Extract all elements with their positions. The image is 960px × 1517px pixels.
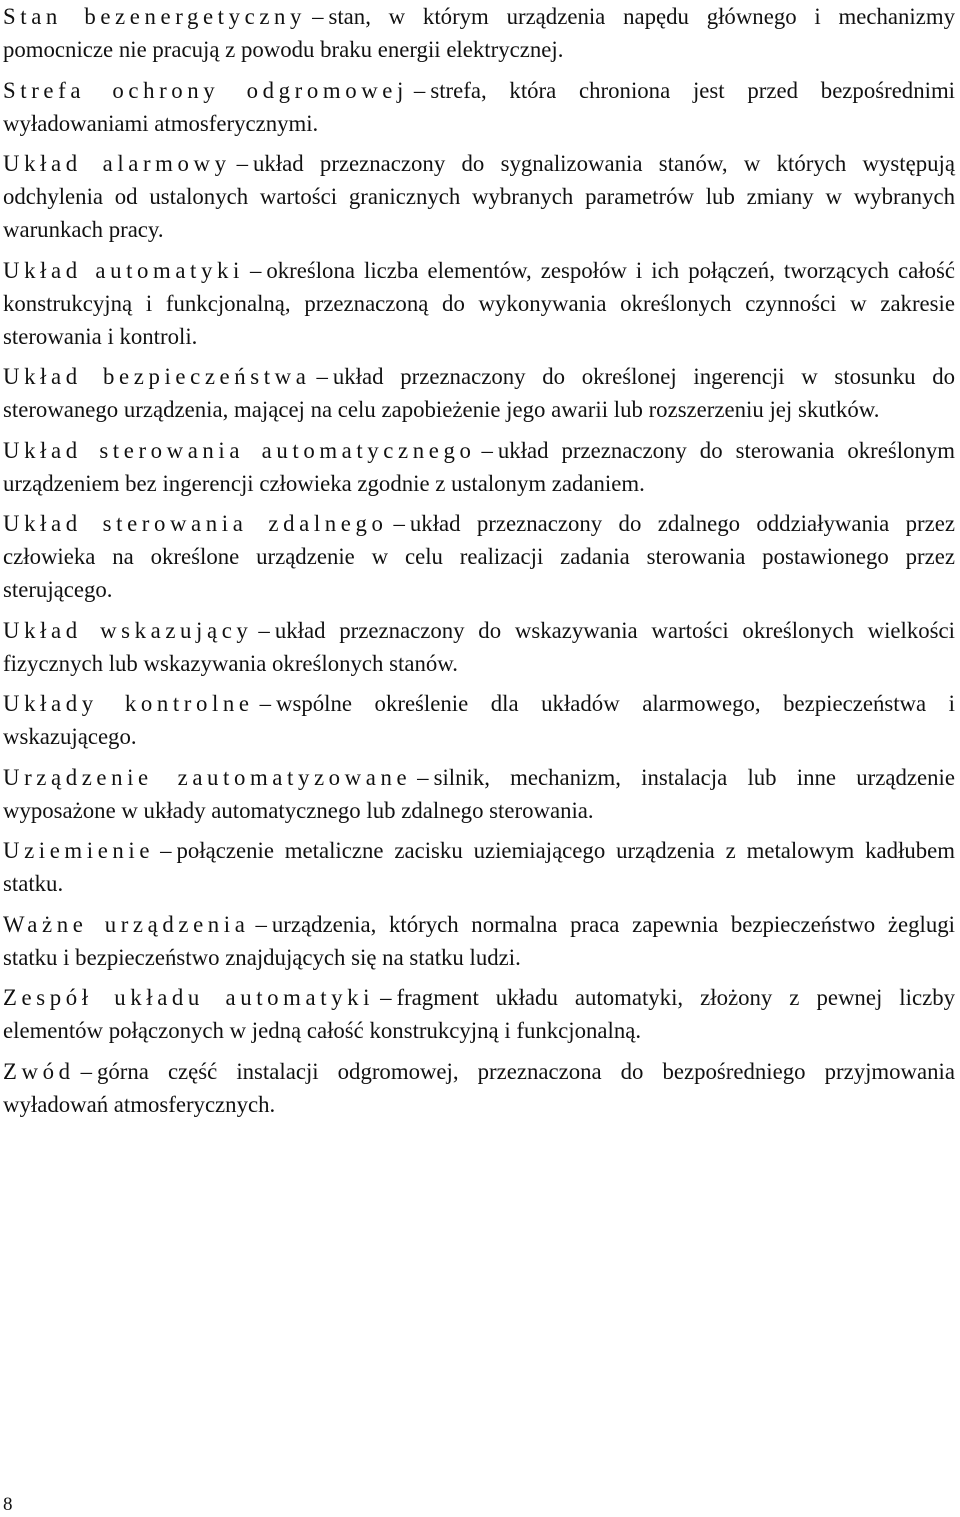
glossary-definition: wspólne określenie dla układów alarmowego, bezpieczeństwa i wskazującego.: [3, 691, 956, 749]
term-separator: –: [249, 257, 262, 283]
glossary-term: Układy kontrolne: [3, 691, 254, 716]
glossary-term: Stan bezenergetyczny: [3, 4, 307, 29]
glossary-term: Urządzenie zautomatyzowane: [3, 764, 412, 790]
glossary-term: Układ alarmowy: [3, 151, 231, 176]
glossary-entry: [3, 147, 955, 246]
term-separator: –: [255, 911, 267, 937]
glossary-definition: fragment układu automatyki, złożony z pewnej liczby elementów połączonych w jedną całość konstrukcyjną i funkcjonalną.: [3, 985, 955, 1043]
glossary: [3, 0, 955, 1121]
term-separator: –: [393, 511, 405, 536]
term-separator: –: [258, 617, 270, 643]
glossary-definition: górna część instalacji odgromowej, przeznaczona do bezpośredniego przyjmowania wyładowań atmosferycznych.: [3, 1058, 955, 1117]
glossary-entry: [3, 254, 955, 353]
glossary-definition: strefa, która chroniona jest przed bezpośrednimi wyładowaniami atmosferycznymi.: [3, 77, 956, 136]
glossary-term: Układ automatyki: [3, 257, 244, 283]
document-page: [3, 0, 955, 1128]
glossary-definition: urządzenia, których normalna praca zapewnia bezpieczeństwo żeglugi statku i bezpieczeństwo znajdujących się na statku ludzi.: [3, 911, 955, 970]
glossary-term: Układ sterowania zdalnego: [3, 511, 388, 536]
glossary-term: Układ sterowania automatycznego: [3, 437, 476, 463]
glossary-term: Strefa ochrony odgromowej: [3, 77, 408, 103]
term-separator: –: [312, 4, 324, 29]
glossary-definition: układ przeznaczony do określonej ingerencji w stosunku do sterowanego urządzenia, mającej na celu zapobieżenie jego awarii lub rozszerzeniu jej skutków.: [3, 364, 955, 422]
glossary-term: Układ wskazujący: [3, 617, 253, 643]
term-separator: –: [259, 691, 272, 716]
glossary-definition: stan, w którym urządzenia napędu głównego i mechanizmy pomocnicze nie pracują z powodu braku energii elektrycznej.: [3, 4, 955, 62]
glossary-entry: [3, 74, 955, 140]
glossary-term: Układ bezpieczeństwa: [3, 364, 311, 389]
glossary-entry: [3, 507, 955, 606]
glossary-entry: [3, 761, 955, 827]
glossary-entry: [3, 0, 955, 66]
glossary-entry: [3, 981, 955, 1047]
term-separator: –: [236, 151, 248, 176]
glossary-entry: [3, 908, 955, 974]
page-number: 8: [3, 1494, 13, 1515]
term-separator: –: [380, 985, 392, 1010]
term-separator: –: [413, 77, 426, 103]
glossary-term: Uziemienie: [3, 838, 155, 863]
term-separator: –: [481, 437, 493, 463]
glossary-entry: [3, 834, 955, 900]
glossary-definition: połączenie metaliczne zacisku uziemiającego urządzenia z metalowym kadłubem statku.: [3, 838, 955, 896]
glossary-entry: [3, 687, 955, 753]
glossary-definition: silnik, mechanizm, instalacja lub inne urządzenie wyposażone w układy automatycznego lub zdalnego sterowania.: [3, 764, 955, 823]
glossary-term: Zwód: [3, 1058, 75, 1084]
glossary-term: Zespół układu automatyki: [3, 985, 375, 1010]
glossary-definition: określona liczba elementów, zespołów i ich połączeń, tworzących całość konstrukcyjną i funkcjonalną, przeznaczoną do wykonywania określonych czynności w zakresie sterowania i kontroli.: [3, 257, 955, 349]
glossary-entry: [3, 434, 955, 500]
glossary-definition: układ przeznaczony do zdalnego oddziaływania przez człowieka na określone urządzenie w celu realizacji zadania sterowania postawionego przez sterującego.: [3, 511, 956, 602]
glossary-term: Ważne urządzenia: [3, 911, 250, 937]
term-separator: –: [80, 1058, 92, 1084]
glossary-entry: [3, 1055, 955, 1121]
term-separator: –: [160, 838, 172, 863]
glossary-definition: układ przeznaczony do wskazywania wartości określonych wielkości fizycznych lub wskazywania określonych stanów.: [3, 617, 955, 676]
glossary-definition: układ przeznaczony do sterowania określonym urządzeniem bez ingerencji człowieka zgodnie z ustalonym zadaniem.: [3, 437, 955, 496]
term-separator: –: [316, 364, 328, 389]
term-separator: –: [417, 764, 429, 790]
glossary-entry: [3, 614, 955, 680]
glossary-entry: [3, 360, 955, 426]
glossary-definition: układ przeznaczony do sygnalizowania stanów, w których występują odchylenia od ustalonych wartości granicznych wybranych parametrów lub zmiany w wybranych warunkach pracy.: [3, 151, 955, 242]
